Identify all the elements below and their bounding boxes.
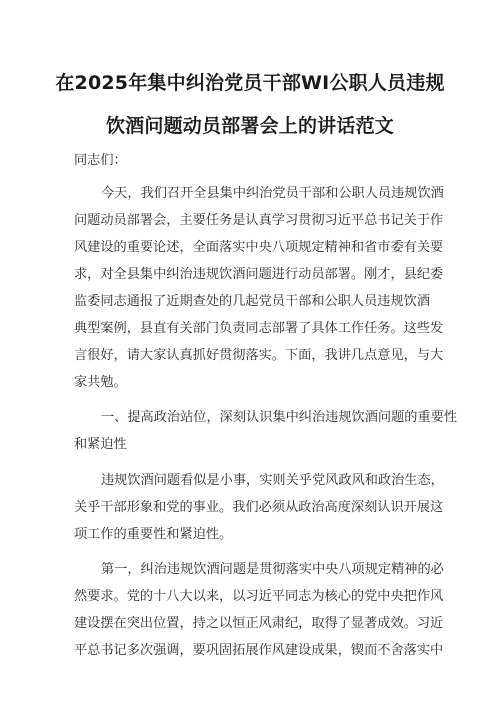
paragraph-4-line-1: 第一，纠治违规饮酒问题是贯彻落实中央八项规定精神的必	[101, 562, 444, 577]
paragraph-1-line-2: 问题动员部署会，主要任务是认真学习贯彻习近平总书记关于作	[74, 213, 444, 228]
section-heading-1-line-2: 和紧迫性	[74, 437, 127, 452]
paragraph-1-line-5: 监委同志通报了近期查处的几起党员干部和公职人员违规饮酒	[74, 294, 431, 309]
document-title-line-1: 在2025年集中纠治党员干部WI公职人员违规	[55, 72, 445, 94]
paragraph-3-line-2: 关乎干部形象和党的事业。我们必须从政治高度深刻认识开展这	[74, 500, 444, 515]
salutation: 同志们：	[74, 153, 127, 168]
paragraph-1-line-1: 今天，我们召开全县集中纠治党员干部和公职人员违规饮酒	[101, 186, 444, 201]
paragraph-3-line-3: 项工作的重要性和紧迫性。	[74, 527, 233, 542]
paragraph-1-line-6: 典型案例，县直有关部门负责同志部署了具体工作任务。这些发	[74, 321, 444, 336]
paragraph-4-line-3: 建设摆在突出位置，持之以恒正风肃纪，取得了显著成效。习近	[74, 616, 444, 631]
paragraph-1-line-8: 家共勉。	[74, 375, 127, 390]
paragraph-4-line-2: 然要求。党的十八大以来，以习近平同志为核心的党中央把作风	[74, 589, 444, 604]
paragraph-1-line-7: 言很好，请大家认真抓好贯彻落实。下面，我讲几点意见，与大	[74, 348, 444, 363]
paragraph-4-line-4: 平总书记多次强调，要巩固拓展作风建设成果，锲而不舍落实中	[74, 643, 444, 658]
section-heading-1-line-1: 一、提高政治站位，深刻认识集中纠治违规饮酒问题的重要性	[101, 410, 458, 425]
document-title-line-2: 饮酒问题动员部署会上的讲话范文	[105, 115, 394, 137]
paragraph-3-line-1: 违规饮酒问题看似是小事，实则关乎党风政风和政治生态，	[101, 473, 444, 488]
paragraph-1-line-4: 求，对全县集中纠治违规饮酒问题进行动员部署。刚才，县纪委	[74, 267, 444, 282]
paragraph-1-line-3: 风建设的重要论述，全面落实中央八项规定精神和省市委有关要	[74, 240, 444, 255]
